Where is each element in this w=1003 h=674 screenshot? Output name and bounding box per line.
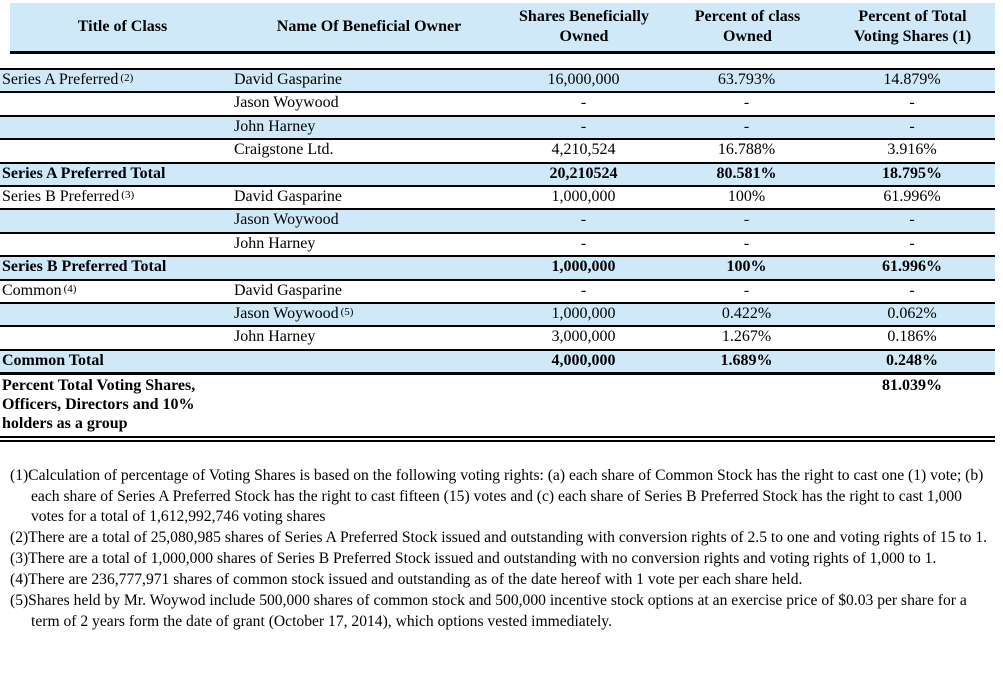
cell-percent-voting: 0.062% [829,303,995,326]
cell-percent-of-class: 100% [664,186,829,209]
cell-percent-of-class: - [664,209,829,232]
footnote-marker: (5) [340,305,354,318]
cell-title-of-class: Series B Preferred $^{(3)}$ [0,186,232,209]
cell-shares-owned: - [503,92,664,115]
cell-percent-voting: - [829,233,995,256]
cell-shares-owned: 4,000,000 [503,350,664,374]
cell-title-of-class: Percent Total Voting Shares, Officers, Directors and 10% holders as a group [0,374,232,439]
cell-shares-owned: - [503,116,664,139]
table-row [0,92,995,115]
table-row [0,233,995,256]
cell-title-of-class: Series B Preferred Total [0,256,232,279]
cell-beneficial-owner [232,256,503,279]
footnote-item-1: (1)Calculation of percentage of Voting Shares is based on the following voting rights: (a) each share of Common Stock has the right to cast one (1) vote; (b) each share of Series A Preferred Stock has the right to cast fifteen (15) votes and (c) each share of Series B Preferred Stock has the right to cast 1,000 votes for a total of 1,612,992,746 voting shares [10,466,984,526]
cell-percent-of-class: 16.788% [664,139,829,162]
cell-shares-owned: 20,210524 [503,163,664,186]
footnote-item-3: (3)There are a total of 1,000,000 shares of Series B Preferred Stock issued and outstanding with no conversion rights and voting rights of 1,000 to 1. [10,550,937,568]
footnotes [10,466,995,633]
table-row [0,280,995,303]
cell-percent-voting: 0.186% [829,326,995,349]
table-row [0,326,995,349]
footnote-marker: (3) [121,188,135,201]
table-row [0,303,995,326]
cell-beneficial-owner: Jason Woywood [232,209,503,232]
cell-percent-of-class: - [664,92,829,115]
table-row [0,69,995,92]
table-row [0,374,995,439]
cell-title-of-class [0,233,232,256]
cell-percent-voting: - [829,280,995,303]
cell-percent-voting: 18.795% [829,163,995,186]
cell-percent-of-class: 1.267% [664,326,829,349]
cell-shares-owned: - [503,233,664,256]
cell-title-of-class [0,209,232,232]
cell-shares-owned: 4,210,524 [503,139,664,162]
cell-percent-of-class: 0.422% [664,303,829,326]
cell-title-of-class: Series A Preferred $^{(2)}$ [0,69,232,92]
footnote-marker: (4) [63,282,77,295]
cell-beneficial-owner [232,374,503,439]
header-cell-title-of-class: Title of Class [77,17,168,35]
cell-percent-voting: 61.996% [829,186,995,209]
cell-beneficial-owner: John Harney [232,116,503,139]
ownership-table-header [10,3,995,54]
cell-shares-owned: 1,000,000 [503,186,664,209]
cell-beneficial-owner: Jason Woywood [232,92,503,115]
header-cell-percent-of-class: Percent of class Owned [694,8,801,45]
cell-percent-voting: - [829,116,995,139]
footnote-item-5: (5)Shares held by Mr. Woywod include 500,000 shares of common stock and 500,000 incentive stock options at an exercise price of $0.03 per share for a term of 2 years form the date of grant (October 17, 2014), which options vested immediately. [10,592,967,630]
cell-percent-voting: 61.996% [829,256,995,279]
cell-shares-owned: - [503,209,664,232]
cell-title-of-class: Common $^{(4)}$ [0,280,232,303]
cell-beneficial-owner [232,350,503,374]
cell-title-of-class: Series A Preferred Total [0,163,232,186]
table-row [0,209,995,232]
cell-shares-owned: 16,000,000 [503,69,664,92]
ownership-table-body [0,69,995,439]
table-row [0,163,995,186]
cell-title-of-class [0,139,232,162]
cell-beneficial-owner: David Gasparine [232,186,503,209]
cell-shares-owned: 1,000,000 [503,303,664,326]
ownership-table [0,68,995,442]
cell-percent-of-class: - [664,116,829,139]
cell-title-of-class [0,116,232,139]
cell-title-of-class [0,92,232,115]
cell-percent-voting: - [829,92,995,115]
cell-percent-of-class [664,374,829,439]
header-cell-shares-owned: Shares Beneficially Owned [519,8,649,45]
cell-percent-of-class: 1.689% [664,350,829,374]
header-cell-percent-voting: Percent of Total Voting Shares (1) [853,8,972,45]
cell-shares-owned [503,374,664,439]
cell-shares-owned: - [503,280,664,303]
cell-percent-voting: 81.039% [829,374,995,439]
cell-percent-of-class: 100% [664,256,829,279]
cell-percent-of-class: 63.793% [664,69,829,92]
cell-beneficial-owner: David Gasparine [232,69,503,92]
cell-beneficial-owner: John Harney [232,233,503,256]
cell-title-of-class [0,303,232,326]
footnote-marker: (2) [120,72,134,85]
header-cell-beneficial-owner: Name Of Beneficial Owner [276,17,462,35]
cell-percent-voting: 3.916% [829,139,995,162]
table-row [0,256,995,279]
table-row [0,350,995,374]
cell-percent-of-class: - [664,233,829,256]
table-row [0,116,995,139]
cell-beneficial-owner: David Gasparine [232,280,503,303]
table-row [0,139,995,162]
cell-title-of-class: Common Total [0,350,232,374]
footnote-item-4: (4)There are 236,777,971 shares of common stock issued and outstanding as of the date hereof with 1 vote per each share held. [10,571,803,589]
cell-percent-of-class: - [664,280,829,303]
cell-beneficial-owner [232,163,503,186]
cell-percent-voting: 0.248% [829,350,995,374]
cell-percent-voting: 14.879% [829,69,995,92]
cell-beneficial-owner: John Harney [232,326,503,349]
cell-shares-owned: 3,000,000 [503,326,664,349]
header-body-gap [0,54,1003,68]
cell-percent-voting: - [829,209,995,232]
cell-title-of-class [0,326,232,349]
cell-shares-owned: 1,000,000 [503,256,664,279]
cell-beneficial-owner: Craigstone Ltd. [232,139,503,162]
table-row [0,186,995,209]
footnote-item-2: (2)There are a total of 25,080,985 shares of Series A Preferred Stock issued and outstanding with conversion rights of 2.5 to one and voting rights of 15 to 1. [10,529,988,547]
cell-beneficial-owner: Jason Woywood $^{(5)}$ [232,303,503,326]
cell-percent-of-class: 80.581% [664,163,829,186]
